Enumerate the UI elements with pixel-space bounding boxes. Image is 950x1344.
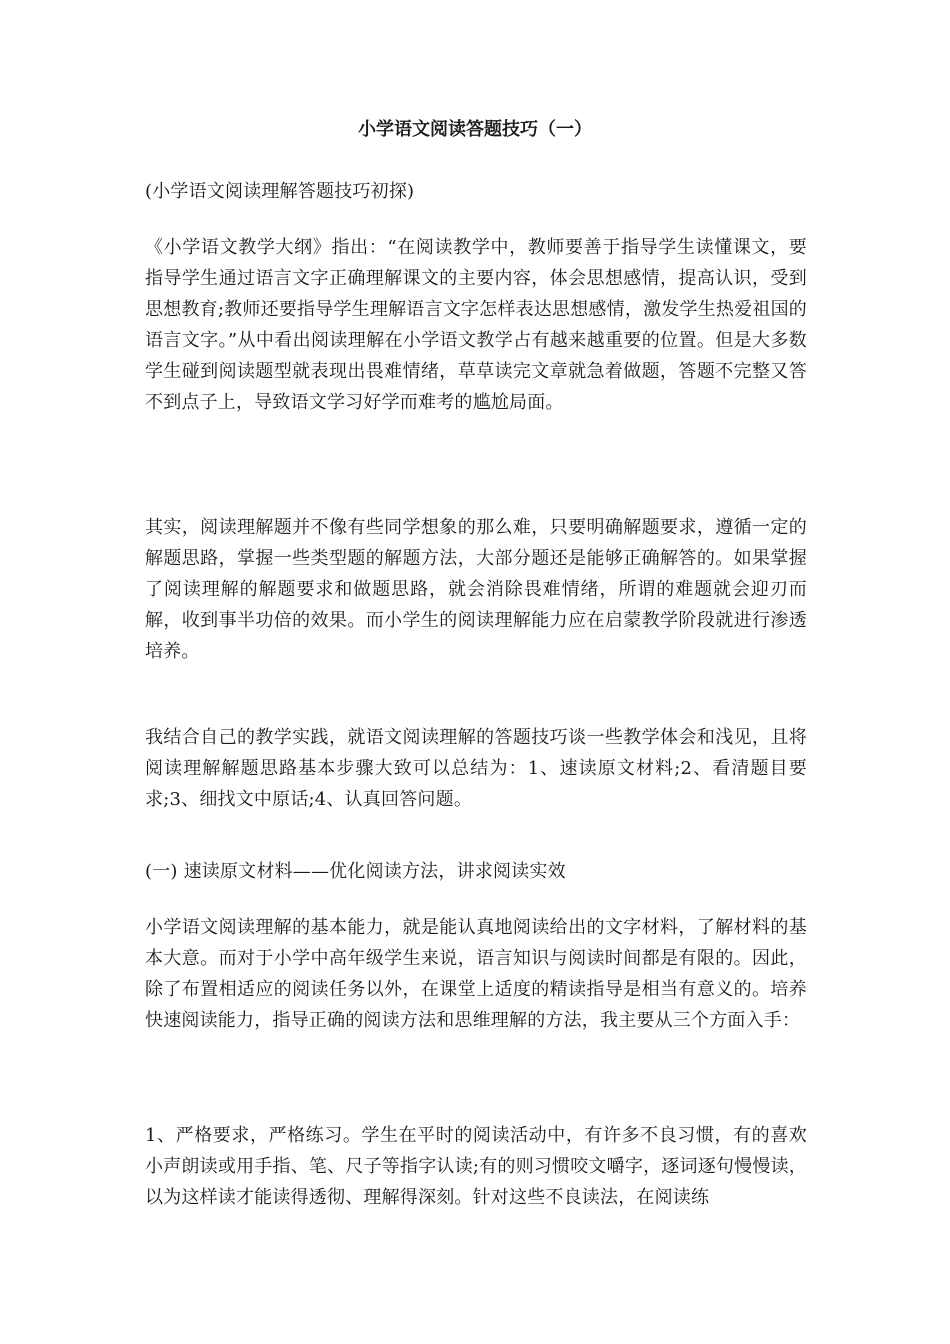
paragraph-basic-ability: 小学语文阅读理解的基本能力，就是能认真地阅读给出的文字材料，了解材料的基本大意。而对于小学中高年级学生来说，语言知识与阅读时间都是有限的。因此，除了布置相适应的阅读任务以外，在课堂上适度的精读指导是相当有意义的。培养快速阅读能力，指导正确的阅读方法和思维理解的方法，我主要从三个方面入手： bbox=[145, 917, 807, 1031]
paragraph-four-steps: 我结合自己的教学实践，就语文阅读理解的答题技巧谈一些教学体会和浅见，且将阅读理解解题思路基本步骤大致可以总结为：1、速读原文材料;2、看清题目要求;3、细找文中原话;4、认真回答问题。 bbox=[145, 727, 807, 810]
paragraph-syllabus-quote: 《小学语文教学大纲》指出：“在阅读教学中，教师要善于指导学生读懂课文，要指导学生通过语言文字正确理解课文的主要内容，体会思想感情，提高认识，受到思想教育;教师还要指导学生理解语言文字怎样表达思想感情，激发学生热爱祖国的语言文字。”从中看出阅读理解在小学语文教学占有越来越重要的位置。但是大多数学生碰到阅读题型就表现出畏难情绪，草草读完文章就急着做题，答题不完整又答不到点子上，导致语文学习好学而难考的尴尬局面。 bbox=[145, 237, 807, 413]
document-subtitle: (小学语文阅读理解答题技巧初探) bbox=[145, 181, 415, 202]
paragraph-strict-requirements: 1、严格要求，严格练习。学生在平时的阅读活动中，有许多不良习惯，有的喜欢小声朗读或用手指、笔、尺子等指字认读;有的则习惯咬文嚼字，逐词逐句慢慢读，以为这样读才能读得透彻、理解得深刻。针对这些不良读法，在阅读练 bbox=[145, 1125, 807, 1208]
document-title: 小学语文阅读答题技巧（一） bbox=[358, 119, 592, 140]
paragraph-reading-not-hard: 其实，阅读理解题并不像有些同学想象的那么难，只要明确解题要求，遵循一定的解题思路，掌握一些类型题的解题方法，大部分题还是能够正确解答的。如果掌握了阅读理解的解题要求和做题思路，就会消除畏难情绪，所谓的难题就会迎刃而解，收到事半功倍的效果。而小学生的阅读理解能力应在启蒙教学阶段就进行渗透培养。 bbox=[145, 517, 807, 662]
section-heading-speed-reading: (一) 速读原文材料——优化阅读方法，讲求阅读实效 bbox=[145, 861, 566, 882]
